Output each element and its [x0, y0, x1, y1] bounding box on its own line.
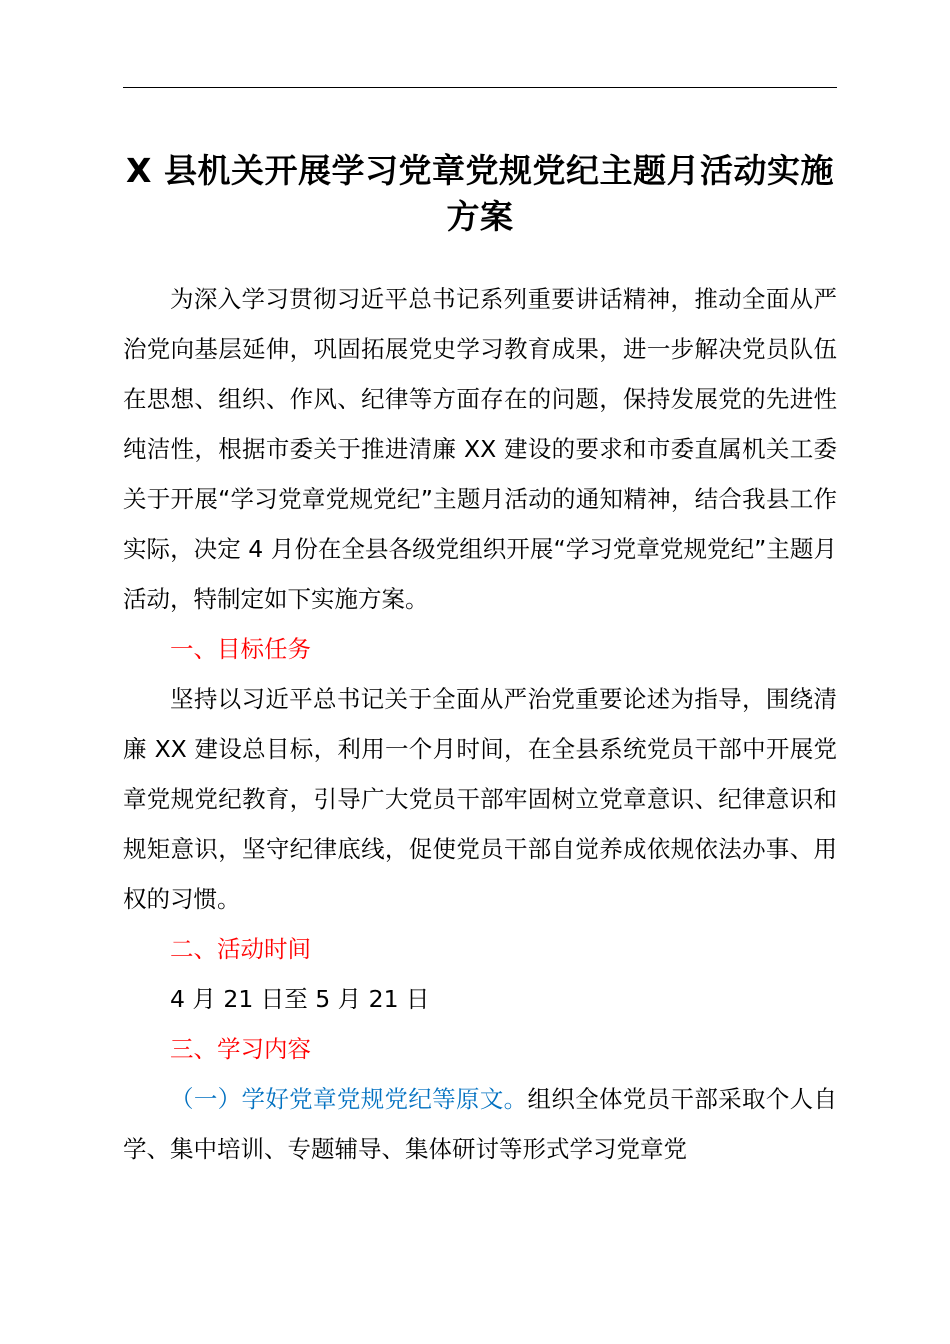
- section-heading-content: 三、学习内容: [170, 1035, 311, 1063]
- section-heading-schedule: 二、活动时间: [170, 935, 311, 963]
- document-title: X 县机关开展学习党章党规党纪主题月活动实施方案: [126, 151, 834, 236]
- document-body: [123, 274, 837, 1174]
- subsection-body: 组织全体党员干部采取个人自学、集中培训、专题辅导、集体研讨等形式学习党章党: [123, 1085, 837, 1163]
- section-heading-goals: 一、目标任务: [170, 635, 311, 663]
- subsection-lead: （一）学好党章党规党纪等原文。: [170, 1085, 528, 1113]
- header-rule: [123, 87, 837, 88]
- section-body-goals: 坚持以习近平总书记关于全面从严治党重要论述为指导，围绕清廉 XX 建设总目标，利用一个月时间，在全县系统党员干部中开展党章党规党纪教育，引导广大党员干部牢固树立党章意识、纪律意识和规矩意识，坚守纪律底线，促使党员干部自觉养成依规依法办事、用权的习惯。: [123, 685, 837, 913]
- section-body-schedule: 4 月 21 日至 5 月 21 日: [170, 985, 430, 1013]
- intro-paragraph: 为深入学习贯彻习近平总书记系列重要讲话精神，推动全面从严治党向基层延伸，巩固拓展党史学习教育成果，进一步解决党员队伍在思想、组织、作风、纪律等方面存在的问题，保持发展党的先进性纯洁性，根据市委关于推进清廉 XX 建设的要求和市委直属机关工委关于开展“学习党章党规党纪”主题月活动的通知精神，结合我县工作实际，决定 4 月份在全县各级党组织开展“学习党章党规党纪”主题月活动，特制定如下实施方案。: [123, 285, 837, 613]
- subsection-paragraph: [123, 1074, 837, 1174]
